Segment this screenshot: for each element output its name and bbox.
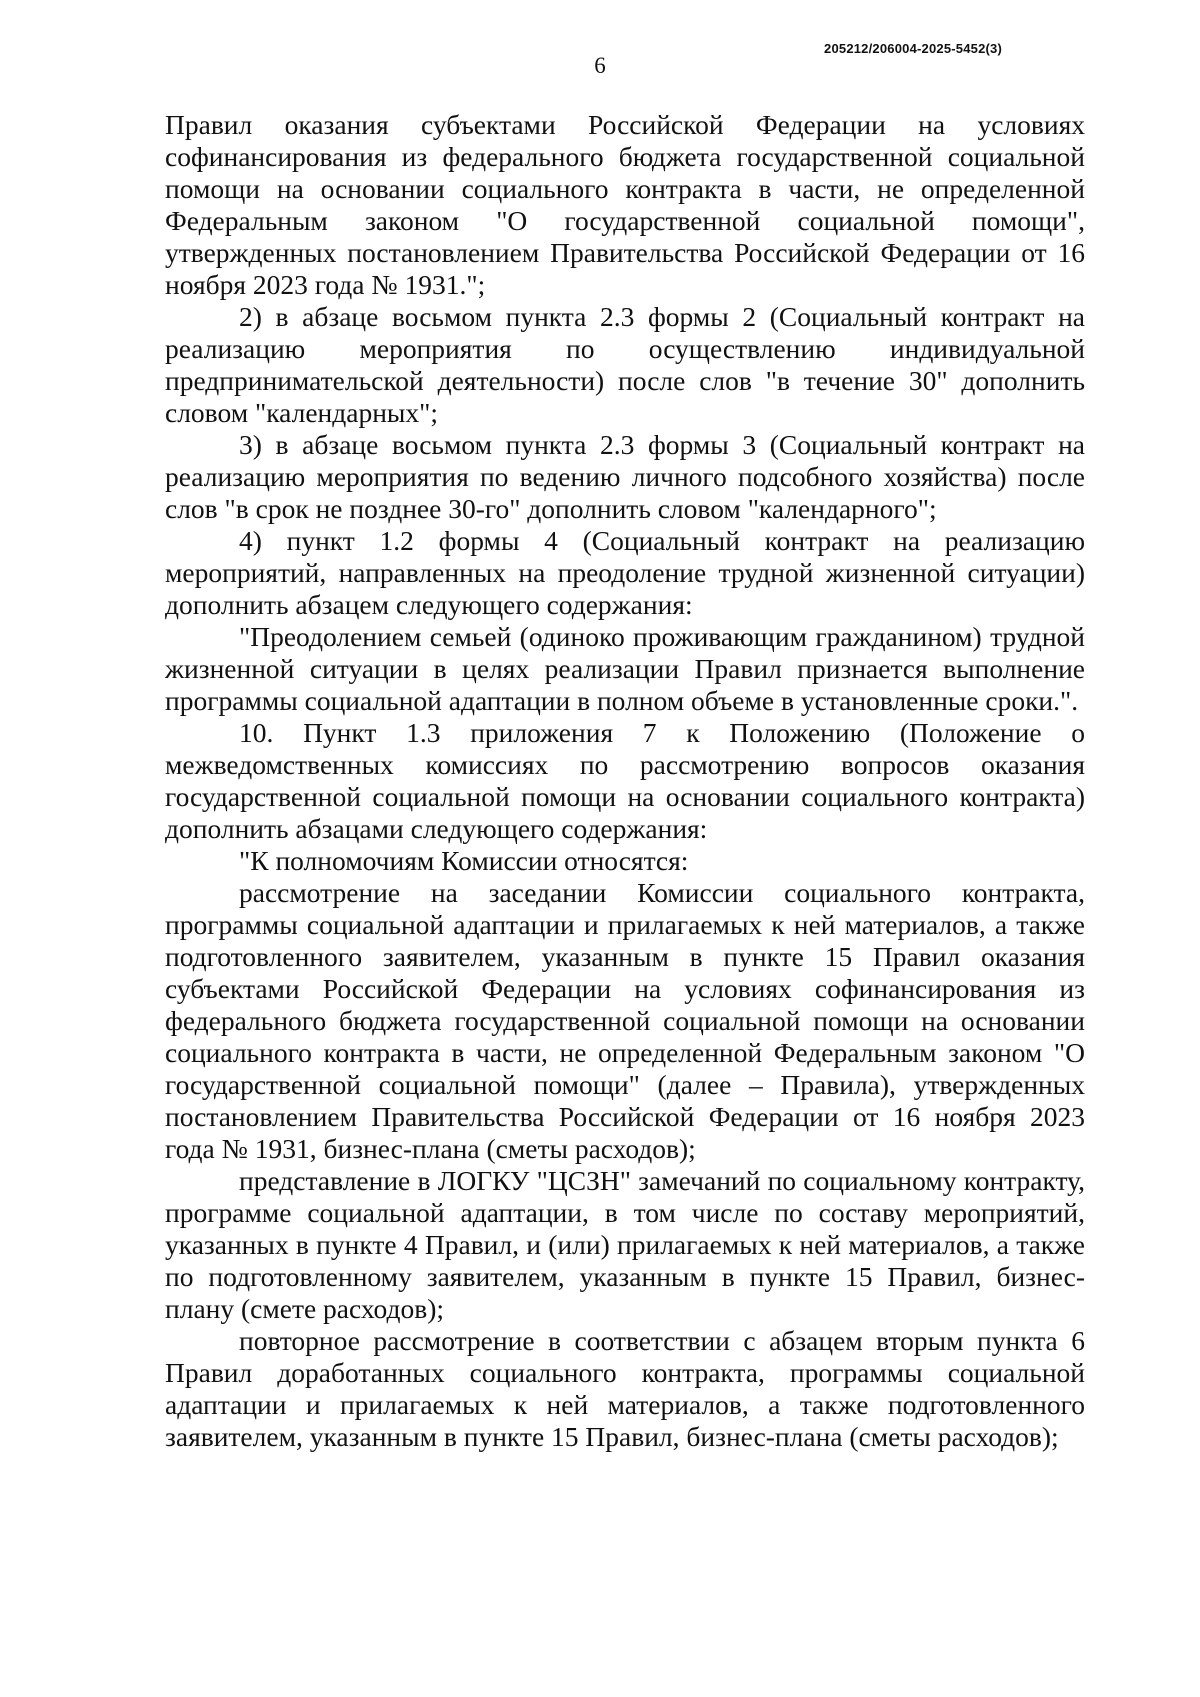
document-body — [165, 109, 1085, 1453]
paragraph-repeat-review: повторное рассмотрение в соответствии с абзацем вторым пункта 6 Правил доработанных социального контракта, программы социальной адаптации и прилагаемых к ней материалов, а также подготовленного заявителем, указанным в пункте 15 Правил, бизнес-плана (сметы расходов); — [165, 1325, 1085, 1452]
paragraph-item-2: 2) в абзаце восьмом пункта 2.3 формы 2 (Социальный контракт на реализацию мероприятия по осуществлению индивидуальной предпринимательской деятельности) после слов "в течение 30" дополнить словом "календарных"; — [165, 301, 1085, 428]
document-id: 205212/206004-2025-5452(3) — [824, 41, 1002, 56]
paragraph-item-3: 3) в абзаце восьмом пункта 2.3 формы 3 (Социальный контракт на реализацию мероприятия по ведению личного подсобного хозяйства) после слов "в срок не позднее 30-го" дополнить словом "календарного"; — [165, 429, 1085, 524]
paragraph-remarks-submission: представление в ЛОГКУ "ЦСЗН" замечаний по социальному контракту, программе социальной адаптации, в том числе по составу мероприятий, указанных в пункте 4 Правил, и (или) прилагаемых к ней материалов, а также по подготовленному заявителем, указанным в пункте 15 Правил, бизнес-плану (смете расходов); — [165, 1165, 1085, 1324]
page-number: 6 — [594, 53, 606, 78]
paragraph-section-10: 10. Пункт 1.3 приложения 7 к Положению (Положение о межведомственных комиссиях по рассмотрению вопросов оказания государственной социальной помощи на основании социального контракта) дополнить абзацами следующего содержания: — [165, 717, 1085, 844]
paragraph-quote-overcoming: "Преодолением семьей (одиноко проживающим гражданином) трудной жизненной ситуации в целях реализации Правил признается выполнение программы социальной адаптации в полном объеме в установленные сроки.". — [165, 621, 1085, 716]
paragraph-continuation: Правил оказания субъектами Российской Федерации на условиях софинансирования из федерального бюджета государственной социальной помощи на основании социального контракта в части, не определенной Федеральным законом "О государственной социальной помощи", утвержденных постановлением Правительства Российской Федерации от 16 ноября 2023 года № 1931."; — [165, 109, 1085, 300]
paragraph-item-4: 4) пункт 1.2 формы 4 (Социальный контракт на реализацию мероприятий, направленных на преодоление трудной жизненной ситуации) дополнить абзацем следующего содержания: — [165, 525, 1085, 620]
paragraph-commission-powers: "К полномочиям Комиссии относятся: — [239, 845, 689, 876]
paragraph-review-meeting: рассмотрение на заседании Комиссии социального контракта, программы социальной адаптации и прилагаемых к ней материалов, а также подготовленного заявителем, указанным в пункте 15 Правил оказания субъектами Российской Федерации на условиях софинансирования из федерального бюджета государственной социальной помощи на основании социального контракта в части, не определенной Федеральным законом "О государственной социальной помощи" (далее – Правила), утвержденных постановлением Правительства Российской Федерации от 16 ноября 2023 года № 1931, бизнес-плана (сметы расходов); — [165, 877, 1085, 1164]
